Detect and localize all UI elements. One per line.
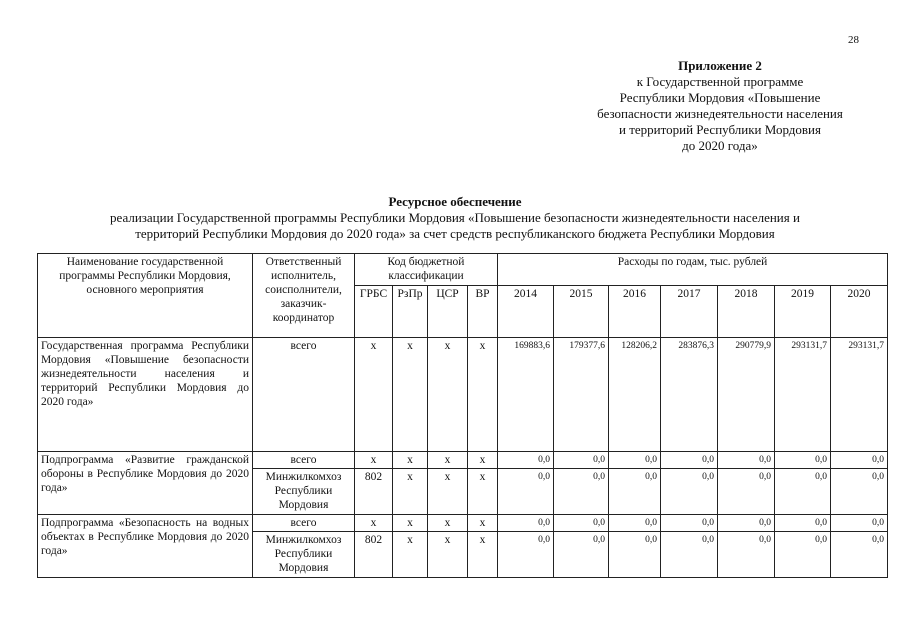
row-value: 0,0 <box>498 469 554 515</box>
row-value: 0,0 <box>831 469 888 515</box>
appendix-line: к Государственной программе <box>636 74 804 89</box>
heading-line: территорий Республики Мордовия до 2020 года» за счет средств республиканского бюджета Республики Мордовия <box>135 226 775 241</box>
row-value: 290779,9 <box>718 338 775 452</box>
header-vr: ВР <box>468 286 498 338</box>
row-value: 0,0 <box>831 515 888 532</box>
row-value: 0,0 <box>718 532 775 578</box>
row-code: х <box>393 515 428 532</box>
row-value: 0,0 <box>831 452 888 469</box>
row-value: 0,0 <box>718 452 775 469</box>
appendix-title: Приложение 2 <box>678 58 762 73</box>
page-number: 28 <box>848 34 859 46</box>
row-value: 293131,7 <box>831 338 888 452</box>
row-value: 0,0 <box>775 452 831 469</box>
header-year: 2017 <box>661 286 718 338</box>
appendix-line: до 2020 года» <box>682 138 758 153</box>
row-code: х <box>393 469 428 515</box>
header-name: Наименование государственной программы Республики Мордовия, основного мероприятия <box>38 254 253 338</box>
row-code: х <box>428 532 468 578</box>
header-year: 2020 <box>831 286 888 338</box>
row-code: х <box>428 452 468 469</box>
row-code: х <box>428 338 468 452</box>
header-row <box>38 254 888 286</box>
row-value: 0,0 <box>775 532 831 578</box>
row-value: 0,0 <box>609 515 661 532</box>
row-name: Государственная программа Республики Мордовия «Повышение безопасности жизнедеятельности населения и территорий Республики Мордовия до 2020 года» <box>38 338 253 452</box>
row-code: 802 <box>355 469 393 515</box>
row-code: х <box>428 469 468 515</box>
row-code: х <box>468 469 498 515</box>
row-value: 0,0 <box>554 515 609 532</box>
header-responsible: Ответственный исполнитель, соисполнители, заказчик-координатор <box>253 254 355 338</box>
row-value: 0,0 <box>498 532 554 578</box>
row-value: 0,0 <box>661 452 718 469</box>
header-year: 2014 <box>498 286 554 338</box>
header-expenses: Расходы по годам, тыс. рублей <box>498 254 888 286</box>
row-value: 0,0 <box>498 515 554 532</box>
row-value: 283876,3 <box>661 338 718 452</box>
row-name: Подпрограмма «Развитие гражданской обороны в Республике Мордовия до 2020 года» <box>38 452 253 515</box>
row-code: х <box>393 452 428 469</box>
row-value: 0,0 <box>609 452 661 469</box>
row-responsible: всего <box>253 338 355 452</box>
table-row <box>38 452 888 469</box>
row-value: 0,0 <box>718 469 775 515</box>
row-name: Подпрограмма «Безопасность на водных объектах в Республике Мордовия до 2020 года» <box>38 515 253 578</box>
row-value: 0,0 <box>554 469 609 515</box>
row-code: х <box>468 338 498 452</box>
heading-line: реализации Государственной программы Республики Мордовия «Повышение безопасности жизнедеятельности населения и <box>110 210 800 225</box>
appendix-line: и территорий Республики Мордовия <box>618 122 821 137</box>
row-value: 0,0 <box>718 515 775 532</box>
row-value: 0,0 <box>554 532 609 578</box>
row-value: 0,0 <box>661 469 718 515</box>
row-responsible: Минжилкомхоз Республики Мордовия <box>253 532 355 578</box>
header-csr: ЦСР <box>428 286 468 338</box>
row-responsible: Минжилкомхоз Республики Мордовия <box>253 469 355 515</box>
header-grbs: ГРБС <box>355 286 393 338</box>
row-code: х <box>355 338 393 452</box>
row-code: х <box>393 532 428 578</box>
row-value: 128206,2 <box>609 338 661 452</box>
row-value: 0,0 <box>609 532 661 578</box>
header-year: 2015 <box>554 286 609 338</box>
row-code: х <box>355 515 393 532</box>
row-responsible: всего <box>253 515 355 532</box>
document-heading <box>60 194 850 242</box>
header-year: 2019 <box>775 286 831 338</box>
row-responsible: всего <box>253 452 355 469</box>
row-value: 0,0 <box>554 452 609 469</box>
row-code: х <box>355 452 393 469</box>
header-year: 2016 <box>609 286 661 338</box>
row-code: х <box>468 515 498 532</box>
row-code: 802 <box>355 532 393 578</box>
row-value: 0,0 <box>498 452 554 469</box>
appendix-line: Республики Мордовия «Повышение <box>619 90 821 105</box>
row-value: 0,0 <box>661 532 718 578</box>
row-code: х <box>468 452 498 469</box>
header-rzpr: РзПр <box>393 286 428 338</box>
header-year: 2018 <box>718 286 775 338</box>
row-value: 0,0 <box>775 469 831 515</box>
header-classification: Код бюджетной классификации <box>355 254 498 286</box>
row-value: 0,0 <box>609 469 661 515</box>
row-value: 293131,7 <box>775 338 831 452</box>
resource-table <box>37 253 888 578</box>
table-row <box>38 515 888 532</box>
heading-title: Ресурсное обеспечение <box>388 194 522 209</box>
row-code: х <box>393 338 428 452</box>
row-value: 0,0 <box>661 515 718 532</box>
appendix-line: безопасности жизнедеятельности населения <box>597 106 843 121</box>
row-code: х <box>468 532 498 578</box>
row-value: 0,0 <box>775 515 831 532</box>
row-value: 179377,6 <box>554 338 609 452</box>
table-row <box>38 338 888 452</box>
appendix-block <box>560 58 880 154</box>
row-value: 169883,6 <box>498 338 554 452</box>
row-code: х <box>428 515 468 532</box>
row-value: 0,0 <box>831 532 888 578</box>
